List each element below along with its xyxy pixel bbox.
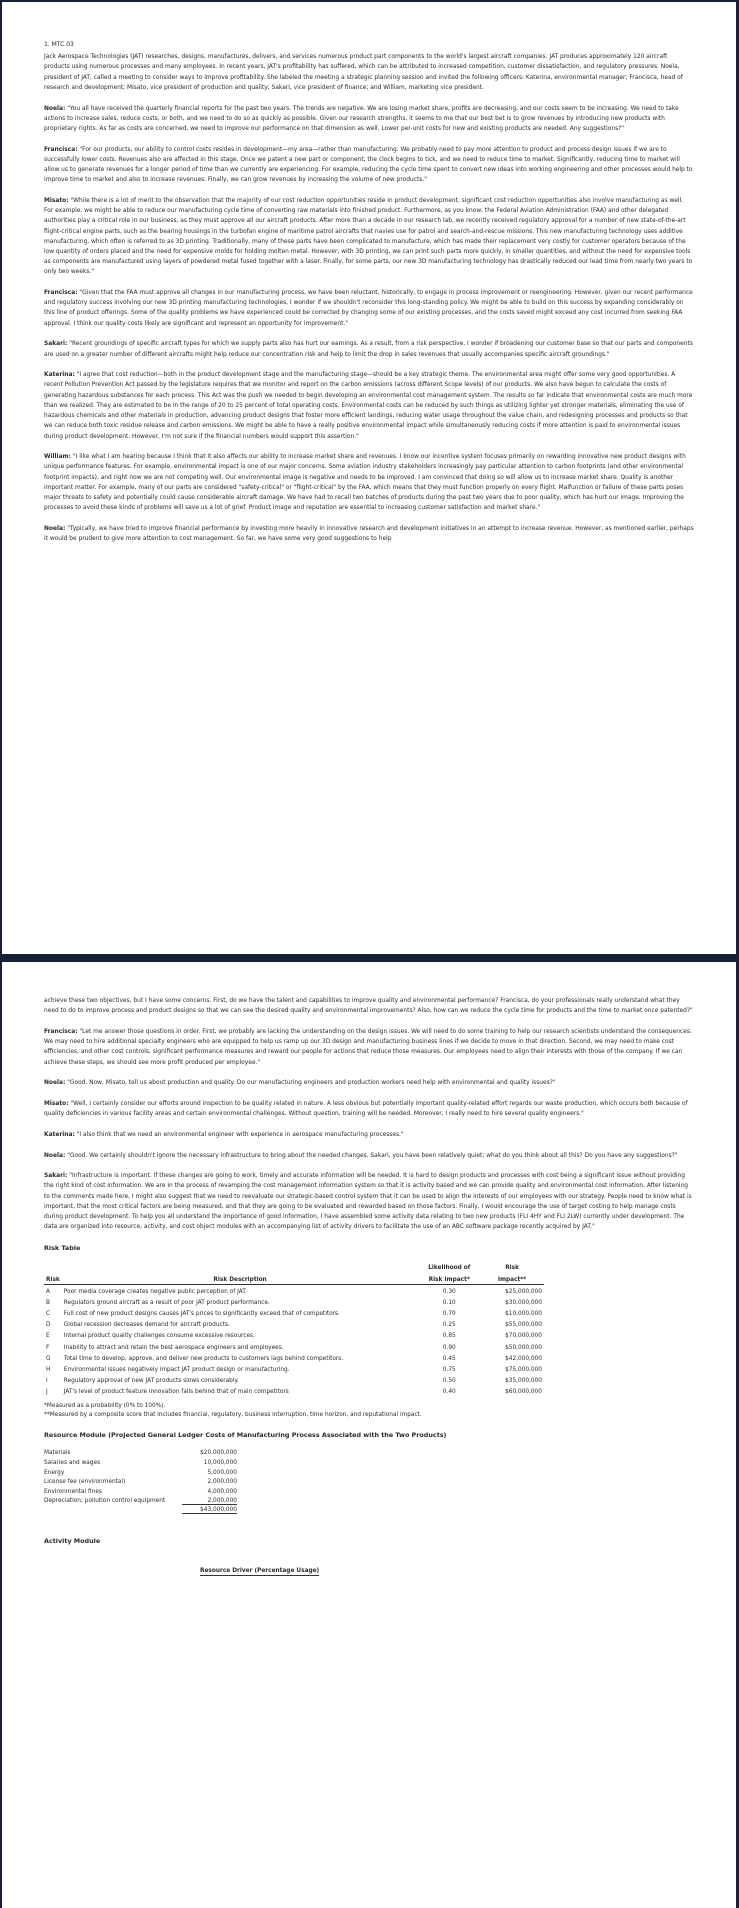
risk-probability: 0.10: [442, 1299, 456, 1306]
document-page-1: [2, 2, 736, 954]
risk-description: Internal product quality challenges consume excessive resources.: [63, 1333, 255, 1340]
dialogue-text: "Typically, we have tried to improve financial performance by investing more heavily in innovative research and development initiatives in an attempt to increase revenue. However, as mentioned earlier, perhaps it would be prudent to give more attention to cost management. So far, we have some very good suggestions to help: [44, 525, 694, 543]
risk-description: Full cost of new product designs causes JAT's prices to significantly exceed that of competitors.: [63, 1311, 340, 1318]
dialogue-text: "I like what I am hearing because I think that it also affects our ability to increase market share and revenues. I know our incentive system focuses primarily on rewarding innovative new product designs with unique performance features. For example, environmental impact is one of our major concerns. Some aviation industry stakeholders increasingly pay particular attention to carbon footprints (and other environmental footprint impacts), and right now we are not competing well. Our environmental image is negative and needs to be improved. I am convinced that doing so will allow us to increase market share. Quality is another important matter. For example, many of our parts are considered "safety-critical" or "flight-critical" by the FAA, which means that they must function properly on every flight. Malfunction or failure of these parts poses major threats to safety and potentially could cause considerable aircraft damage. We have had to recall two batches of products during the past two years due to poor quality, which has hurt our image. Improving the processes to avoid these kinds of problems will save us a lot of grief. Product image and reputation are essential to increasing customer satisfaction and market share.": [44, 454, 686, 512]
dialogue-paragraph: [44, 196, 694, 278]
resource-row: [44, 1458, 694, 1468]
resource-amount: $20,000,000: [200, 1450, 237, 1457]
col-header-risk: Risk: [44, 1272, 62, 1284]
dialogue-text: "Given that the FAA must approve all changes in our manufacturing process, we have been reluctant, historically, to engage in process improvement or reengineering. However, given our recent performance and regulatory success involving our new 3D printing manufacturing technologies, I wonder if we shouldn't reconsider this long-standing policy. We might be able to build on this success by expanding considerably on this line of product offerings. Some of the quality problems we have experienced could be corrected by changing some of our existing processes, and the costs saved might exceed any cost incurred from seeking FAA approval. I think our quality costs likely are significant and represent an opportunity for improvement.": [44, 290, 693, 327]
dialogue-text: "Well, I certainly consider our efforts around inspection to be quality related in nature. A less obvious but potentially important quality-related effort regards our waste production, which occurs both because of quality deficiencies in various facility areas and certain environmental challenges. Without question, training will be needed. Moreover, I really need to hire several quality engineers.": [44, 1100, 688, 1118]
dialogue-paragraph: [44, 145, 694, 186]
resource-label: Depreciation; pollution control equipment: [44, 1498, 166, 1505]
risk-impact: $10,000,000: [505, 1311, 542, 1318]
speaker-name: Francisca:: [44, 146, 78, 153]
dialogue-paragraph: [44, 104, 694, 135]
table-row: [44, 1284, 544, 1296]
dialogue-text: "Good. Now, Misato, tell us about production and quality. Do our manufacturing engineers and production workers need help with environmental and quality issues?": [65, 1080, 556, 1087]
resource-row: [44, 1487, 694, 1497]
resource-module-title: Resource Module (Projected General Ledger Costs of Manufacturing Process Associated with the Two Products): [44, 1431, 447, 1440]
risk-description: Global recession decreases demand for aircraft products.: [63, 1322, 230, 1329]
risk-id: C: [46, 1311, 51, 1318]
dialogue-paragraph: [44, 1078, 694, 1088]
resource-module-table: [44, 1449, 694, 1516]
risk-note-1: *Measured as a probability (0% to 100%).: [44, 1403, 166, 1410]
speaker-name: Misato:: [44, 197, 69, 204]
dialogue-text: "Good. We certainly shouldn't ignore the necessary infrastructure to bring about the needed changes. Sakari, you have been relatively quiet; what do you think about all this? Do you have any suggestions?": [65, 1152, 678, 1159]
risk-id: B: [46, 1299, 50, 1306]
risk-probability: 0.30: [442, 1288, 456, 1295]
table-row: [44, 1352, 544, 1363]
resource-label: License fee (environmental): [44, 1479, 126, 1486]
dialogue-text: "Infrastructure is important. If these changes are going to work, timely and accurate information will be needed. It is hard to design products and processes with cost being a significant issue without providing the right kind of cost information. We are in the process of revamping the cost management information system so that it is activity based and we can provide quality and environmental cost information. After listening to the comments made here, I might also suggest that we need to reevaluate our strategic-based control system that it can be used to align the interests of our employees with our strategy. People need to know what is important, that the most critical factors are being measured, and that they are going to be evaluated and rewarded based on those factors. Finally, I would encourage the use of target costing to help manage costs during product development. To help you all understand the importance of good information, I have assembled some activity data relating to two new products (FLI 4HY and FLI 2LW) currently under development. The data are organized into resource, activity, and cost object modules with an accompanying list of activity drivers to facilitate the use of an ABC software package recently acquired by JAT.": [44, 1173, 692, 1231]
table-row: [44, 1329, 544, 1340]
col-header-description: Risk Description: [62, 1272, 419, 1284]
risk-probability: 0.70: [442, 1311, 456, 1318]
col-top-risk: Risk: [505, 1265, 519, 1272]
table-row: [44, 1340, 544, 1351]
risk-description: Environmental issues negatively impact JAT product design or manufacturing.: [63, 1367, 290, 1374]
speaker-name: Sakari:: [44, 341, 68, 348]
speaker-name: Katerina:: [44, 1131, 75, 1138]
resource-row: [44, 1477, 694, 1487]
speaker-name: Noela:: [44, 525, 66, 532]
resource-label: Salaries and wages: [44, 1460, 101, 1466]
dialogue-text: "For our products, our ability to control costs resides in development—my area—rather than manufacturing. We probably need to pay more attention to product and process design issues if we are to successfully lower costs. Revenues also are affected in this stage. Once we patent a new part or component, the clock begins to tick, and we need to reduce time to market. Significantly, reducing time to market will allow us to generate revenues for a longer period of time than we currently are experiencing. For example, reducing the cycle time spent to convert new ideas into working engineering and other processes would help to improve time to market and also to increase revenues. Finally, we can grow revenues by increasing the volume of new products.": [44, 146, 693, 184]
risk-probability: 0.75: [442, 1367, 456, 1374]
risk-table-title: Risk Table: [44, 1243, 81, 1252]
dialogue-text: "Let me answer those questions in order. First, we probably are lacking the understanding on the design issues. We will need to do some training to help our research scientists understand the consequences. We may need to hire additional specialty engineers who are equipped to help us ramp up our 3D design and manufacturing business lines if we decide to move in that direction. Second, we may need to make cost efficiencies, and other cost controls, significant performance measures and reward our people for actions that reduce those measures. Our employees need to align their interests with those of the company. If we can achieve these steps, we should see more profit produced per employee.": [44, 1028, 692, 1066]
risk-id: D: [46, 1322, 51, 1329]
risk-id: I: [46, 1378, 48, 1385]
speaker-name: Francisca:: [44, 290, 78, 297]
resource-amount: 2,000,000: [182, 1498, 237, 1505]
resource-driver-header: Resource Driver (Percentage Usage): [200, 1567, 320, 1574]
risk-impact: $55,000,000: [505, 1322, 542, 1329]
dialogue-paragraph: [44, 370, 694, 441]
resource-amount: 5,000,000: [207, 1469, 237, 1476]
speaker-name: Noela:: [44, 105, 66, 112]
dialogue-paragraph: [44, 1099, 694, 1119]
risk-description: Poor media coverage creates negative public perception of JAT.: [63, 1288, 247, 1295]
table-row: [44, 1374, 544, 1385]
table-row: [44, 1318, 544, 1329]
resource-amount: 2,000,000: [207, 1479, 237, 1486]
continuation-paragraph: achieve these two objectives, but I have some concerns. First, do we have the talent and capabilities to improve quality and environmental performance? Francisca, do your professionals really understand what they need to do to improve process and product designs so that we can see the desired quality and environmental improvements? Also, how can we reduce the cycle time for products and the time to market once patented?": [44, 998, 693, 1015]
dialogue-text: "While there is a lot of merit to the observation that the majority of our cost reduction opportunities reside in product development, significant cost reduction opportunities also involve manufacturing as well. For example, we might be able to reduce our manufacturing cycle time of converting raw materials into finished product. Furthermore, as you know, the Federal Aviation Administration (FAA) and other delegated authorities play a critical role in our business, as they must approve all our aircraft products. After more than a decade in our research lab, we recently received regulatory approval for a number of new state-of-the-art flight-critical engine parts, such as the bearing housings in the turbofan engine of maritime patrol aircrafts that navies use for patrol and search-and-rescue missions. This new manufacturing technology uses additive manufacturing, which often is referred to as 3D printing. Traditionally, many of these parts have been complicated to manufacture, which has made their replacement very costly for customer operators because of the low quantity of orders placed and the need for expensive molds for holding molten metal. However, with 3D printing, we can print such parts more quickly, in smaller quantities, and without the need for expensive tools as components are manufactured using layers of powdered metal fused together with a laser. Finally, for some parts, our new 3D manufacturing technology has drastically reduced our lead time from nearly two years to only two weeks.": [44, 197, 693, 276]
speaker-name: Noela:: [44, 1152, 66, 1159]
table-row: [44, 1385, 544, 1396]
risk-table-body: [44, 1284, 544, 1396]
resource-row: [44, 1497, 694, 1507]
risk-description: Regulators ground aircraft as a result of poor JAT product performance.: [63, 1299, 270, 1306]
risk-id: A: [46, 1288, 50, 1295]
dialogue-text: "Recent groundings of specific aircraft types for which we supply parts also has hurt our earnings. As a result, from a risk perspective, I wonder if broadening our customer base so that our parts and components are used on a greater number of different aircrafts might help reduce our concentration risk and help to limit the drop in sales revenues that usually accompanies specific aircraft groundings.": [44, 341, 693, 358]
risk-impact: $25,000,000: [505, 1288, 542, 1295]
risk-description: Regulatory approval of new JAT products slows considerably.: [63, 1378, 239, 1385]
resource-total: $43,000,000: [182, 1507, 237, 1514]
resource-amount: 10,000,000: [203, 1460, 237, 1466]
risk-id: G: [46, 1355, 51, 1362]
risk-impact: $42,000,000: [505, 1355, 542, 1362]
speaker-name: Noela:: [44, 1080, 66, 1087]
resource-amount: 4,000,000: [207, 1488, 237, 1495]
col-header-impact: Impact**: [480, 1272, 544, 1284]
risk-probability: 0.40: [442, 1389, 456, 1396]
risk-id: E: [46, 1333, 50, 1340]
activity-module-title: Activity Module: [44, 1536, 101, 1545]
dialogue-paragraph: [44, 288, 694, 329]
risk-table: [44, 1261, 544, 1396]
resource-total-row: [44, 1506, 694, 1516]
dialogue-section-1: [44, 104, 694, 545]
dialogue-paragraph: [44, 339, 694, 359]
table-row: [44, 1363, 544, 1374]
speaker-name: Francisca:: [44, 1028, 78, 1035]
resource-label: Environmental fines: [44, 1488, 102, 1495]
table-row: [44, 1307, 544, 1318]
table-row: [44, 1296, 544, 1307]
dialogue-text: "I agree that cost reduction—both in the product development stage and the manufacturing stage—should be a key strategic theme. The environmental area might offer some very good opportunities. A recent Pollution Prevention Act passed by the legislature requires that we monitor and report on the carbon emissions (across different Scope levels) of our products. We also have begun to calculate the costs of generating hazardous substances for each process. This Act was the push we needed to begin developing an environmental cost management system. The results so far indicate that environmental costs are much more than we realized. They are estimated to be in the range of 20 to 25 percent of total operating costs. Environmental costs can be reduced by such things as utilizing lighter yet stronger materials, eliminating the use of hazardous chemicals and other materials in production, advancing product designs that foster more efficient landings, reducing water usage throughout the value chain, and redesigning processes and products so that we can reduce both toxic residue release and carbon emissions. We might be able to have a really positive environmental impact while simultaneously reducing costs if more attention is paid to environmental issues during product development. However, I'm not sure if the financial numbers would support this assertion.": [44, 372, 693, 440]
risk-impact: $75,000,000: [505, 1367, 542, 1374]
dialogue-text: "I also think that we need an environmental engineer with experience in aerospace manufacturing processes.": [74, 1131, 404, 1138]
dialogue-section-2: [44, 1027, 694, 1233]
risk-id: H: [46, 1367, 51, 1374]
resource-row: [44, 1468, 694, 1478]
risk-impact: $60,000,000: [505, 1389, 542, 1396]
resource-label: Energy: [44, 1469, 65, 1476]
speaker-name: Katerina:: [44, 372, 75, 379]
speaker-name: Sakari:: [44, 1173, 68, 1180]
dialogue-paragraph: [44, 1151, 694, 1161]
risk-impact: $70,000,000: [505, 1333, 542, 1340]
problem-heading: 1. MTC.03: [44, 41, 74, 48]
risk-description: JAT's level of product feature innovation falls behind that of main competitors: [63, 1389, 289, 1396]
risk-impact: $35,000,000: [505, 1378, 542, 1385]
risk-description: Inability to attract and retain the best aerospace engineers and employees.: [63, 1344, 284, 1351]
resource-row: [44, 1449, 694, 1459]
risk-probability: 0.25: [442, 1322, 456, 1329]
col-header-probability: Risk Impact*: [418, 1272, 480, 1284]
risk-probability: 0.90: [442, 1344, 456, 1351]
risk-probability: 0.45: [442, 1355, 456, 1362]
risk-probability: 0.85: [442, 1333, 456, 1340]
risk-description: Total time to develop, approve, and deliver new products to customers lags behind competitors.: [63, 1355, 344, 1362]
risk-note-2: **Measured by a composite score that includes financial, regulatory, business interruption, time horizon, and reputational impact.: [44, 1412, 422, 1419]
risk-id: J: [46, 1389, 48, 1396]
dialogue-paragraph: [44, 1171, 694, 1232]
dialogue-text: "You all have received the quarterly financial reports for the past two years. The trends are negative. We are losing market share, profits are decreasing, and our costs seem to be increasing. We need to take actions to increase sales, reduce costs, or both, and we need to do so as quickly as possible. Given our research strengths, it seems to me that our best bet is to grow revenues by introducing new products with proprietary rights. As far as costs are concerned, we need to improve our performance on that dimension as well. Lower per-unit costs for new and existing products are needed. Any suggestions?": [44, 105, 679, 132]
document-page-2: [2, 962, 736, 1908]
dialogue-paragraph: [44, 1130, 694, 1140]
risk-impact: $50,000,000: [505, 1344, 542, 1351]
risk-probability: 0.50: [442, 1378, 456, 1385]
risk-id: F: [46, 1344, 50, 1351]
resource-label: Materials: [44, 1450, 71, 1457]
col-top-likelihood: Likelihood of: [428, 1265, 471, 1272]
speaker-name: William:: [44, 454, 72, 461]
speaker-name: Misato:: [44, 1100, 69, 1107]
dialogue-paragraph: [44, 1027, 694, 1068]
dialogue-paragraph: [44, 452, 694, 513]
dialogue-paragraph: [44, 524, 694, 544]
risk-impact: $30,000,000: [505, 1299, 542, 1306]
intro-paragraph: Jack Aerospace Technologies (JAT) researches, designs, manufactures, delivers, and services numerous product part components to the world's largest aircraft companies. JAT produces approximately 120 aircraft products using numerous processes and many employees. In recent years, JAT's profitability has suffered, which can be attributed to increased competition, customer dissatisfaction, and regulatory pressures. Noela, president of JAT, called a meeting to consider ways to improve profitability. She labeled the meeting a strategic planning session and invited the following officers: Katerina, environmental manager; Francisca, head of research and development; Misato, vice president of production and quality; Sakari, vice president of finance; and William, marketing vice president.: [44, 54, 683, 91]
